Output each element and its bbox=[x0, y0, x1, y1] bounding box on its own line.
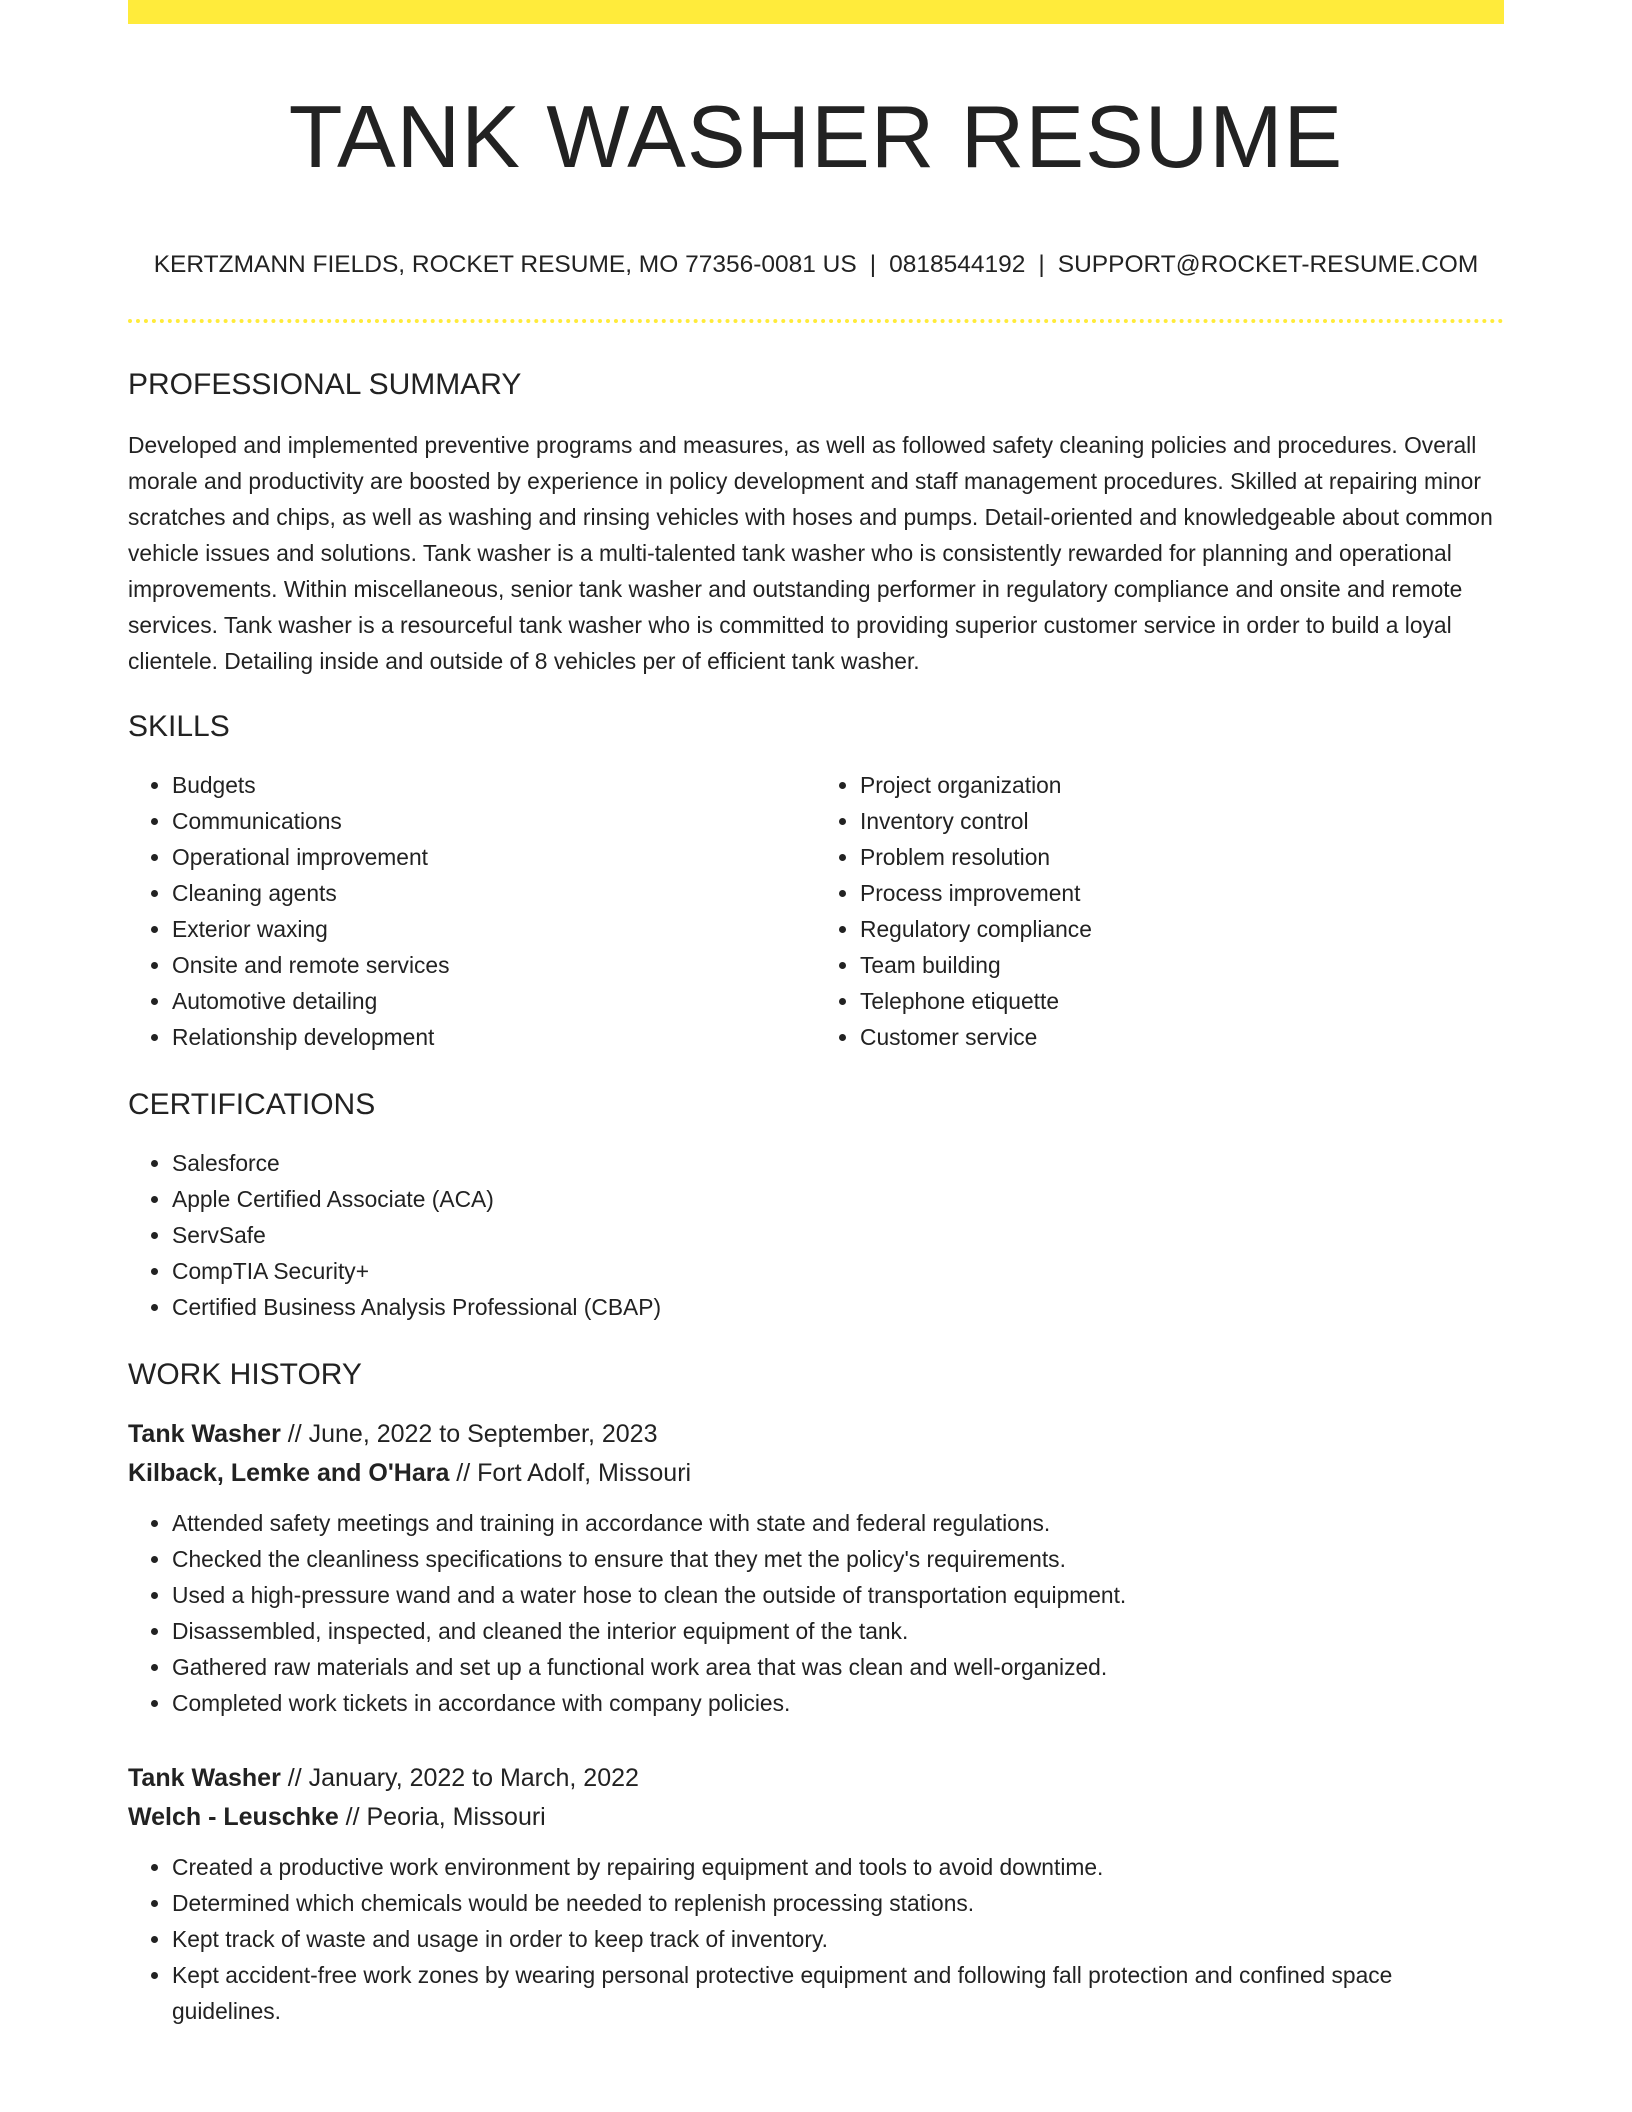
job-title-line bbox=[128, 1415, 1504, 1454]
skill-item: • Customer service bbox=[860, 1019, 1504, 1055]
skill-item: • Regulatory compliance bbox=[860, 911, 1504, 947]
skill-item: • Problem resolution bbox=[860, 839, 1504, 875]
dotted-divider bbox=[128, 319, 1504, 323]
job-company: Kilback, Lemke and O'Hara bbox=[128, 1458, 450, 1487]
summary-text: Developed and implemented preventive programs and measures, as well as followed safety cleaning policies and procedures. Overall morale and productivity are boosted by experience in policy development and staff management procedures. Skilled at repairing minor scratches and chips, as well as washing and rinsing vehicles with hoses and pumps. Detail-oriented and knowledgeable about common vehicle issues and solutions. Tank washer is a multi-talented tank washer who is consistently rewarded for planning and operational improvements. Within miscellaneous, senior tank washer and outstanding performer in regulatory compliance and onsite and remote services. Tank washer is a resourceful tank washer who is committed to providing superior customer service in order to build a loyal clientele. Detailing inside and outside of 8 vehicles per of efficient tank washer. bbox=[128, 431, 1493, 674]
resume-title: TANK WASHER RESUME bbox=[288, 87, 1344, 186]
skill-item: • Automotive detailing bbox=[172, 983, 816, 1019]
skill-item: • Team building bbox=[860, 947, 1504, 983]
job-duty-item: • Kept accident-free work zones by wearing personal protective equipment and following fall protection and confined space guidelines. bbox=[172, 1957, 1504, 2029]
contact-separator: | bbox=[869, 250, 877, 278]
job-location: // Peoria, Missouri bbox=[338, 1802, 546, 1831]
resume-page bbox=[128, 0, 1504, 2029]
work-history-heading: WORK HISTORY bbox=[128, 1357, 362, 1391]
skill-item: • Telephone etiquette bbox=[860, 983, 1504, 1019]
job-location: // Fort Adolf, Missouri bbox=[449, 1458, 692, 1487]
job-duty-item: • Disassembled, inspected, and cleaned the interior equipment of the tank. bbox=[172, 1613, 1504, 1649]
skill-item: • Onsite and remote services bbox=[172, 947, 816, 983]
job-entry bbox=[128, 1415, 1504, 1721]
skills-heading: SKILLS bbox=[128, 709, 230, 743]
contact-email: SUPPORT@ROCKET-RESUME.COM bbox=[1057, 250, 1479, 278]
job-duty-item: • Completed work tickets in accordance with company policies. bbox=[172, 1685, 1504, 1721]
skill-item: • Relationship development bbox=[172, 1019, 816, 1055]
skill-item: • Operational improvement bbox=[172, 839, 816, 875]
job-title-line bbox=[128, 1759, 1504, 1798]
skill-item: • Cleaning agents bbox=[172, 875, 816, 911]
job-duty-item: • Attended safety meetings and training in accordance with state and federal regulations. bbox=[172, 1505, 1504, 1541]
skills-list-left bbox=[128, 767, 816, 1055]
job-dates: // June, 2022 to September, 2023 bbox=[280, 1419, 658, 1448]
certification-item: • Certified Business Analysis Professional (CBAP) bbox=[172, 1289, 1504, 1325]
job-duty-item: • Determined which chemicals would be needed to replenish processing stations. bbox=[172, 1885, 1504, 1921]
skills-columns bbox=[128, 745, 1504, 1055]
job-company: Welch - Leuschke bbox=[128, 1802, 339, 1831]
skills-list-right bbox=[816, 767, 1504, 1055]
job-company-line bbox=[128, 1798, 1504, 1837]
skill-item: • Exterior waxing bbox=[172, 911, 816, 947]
skill-item: • Inventory control bbox=[860, 803, 1504, 839]
certification-item: • Salesforce bbox=[172, 1145, 1504, 1181]
job-title: Tank Washer bbox=[128, 1419, 281, 1448]
job-duty-item: • Kept track of waste and usage in order to keep track of inventory. bbox=[172, 1921, 1504, 1957]
contact-address: KERTZMANN FIELDS, ROCKET RESUME, MO 77356-0081 US bbox=[153, 250, 857, 278]
certification-item: • Apple Certified Associate (ACA) bbox=[172, 1181, 1504, 1217]
job-title: Tank Washer bbox=[128, 1763, 281, 1792]
job-duty-item: • Gathered raw materials and set up a functional work area that was clean and well-organized. bbox=[172, 1649, 1504, 1685]
certifications-list bbox=[128, 1145, 1504, 1325]
skill-item: • Project organization bbox=[860, 767, 1504, 803]
summary-heading: PROFESSIONAL SUMMARY bbox=[128, 367, 522, 401]
job-duties-list bbox=[128, 1505, 1504, 1721]
skill-item: • Budgets bbox=[172, 767, 816, 803]
job-duties-list bbox=[128, 1849, 1504, 2029]
contact-line bbox=[128, 250, 1504, 279]
certification-item: • ServSafe bbox=[172, 1217, 1504, 1253]
contact-phone: 0818544192 bbox=[889, 250, 1026, 278]
top-accent-bar bbox=[128, 0, 1504, 24]
certifications-heading: CERTIFICATIONS bbox=[128, 1087, 376, 1121]
contact-separator: | bbox=[1038, 250, 1045, 278]
job-company-line bbox=[128, 1454, 1504, 1493]
certification-item: • CompTIA Security+ bbox=[172, 1253, 1504, 1289]
job-dates: // January, 2022 to March, 2022 bbox=[280, 1763, 639, 1792]
job-duty-item: • Created a productive work environment by repairing equipment and tools to avoid downtime. bbox=[172, 1849, 1504, 1885]
skill-item: • Communications bbox=[172, 803, 816, 839]
job-duty-item: • Used a high-pressure wand and a water hose to clean the outside of transportation equipment. bbox=[172, 1577, 1504, 1613]
skill-item: • Process improvement bbox=[860, 875, 1504, 911]
job-duty-item: • Checked the cleanliness specifications to ensure that they met the policy's requirements. bbox=[172, 1541, 1504, 1577]
job-entry bbox=[128, 1759, 1504, 2029]
